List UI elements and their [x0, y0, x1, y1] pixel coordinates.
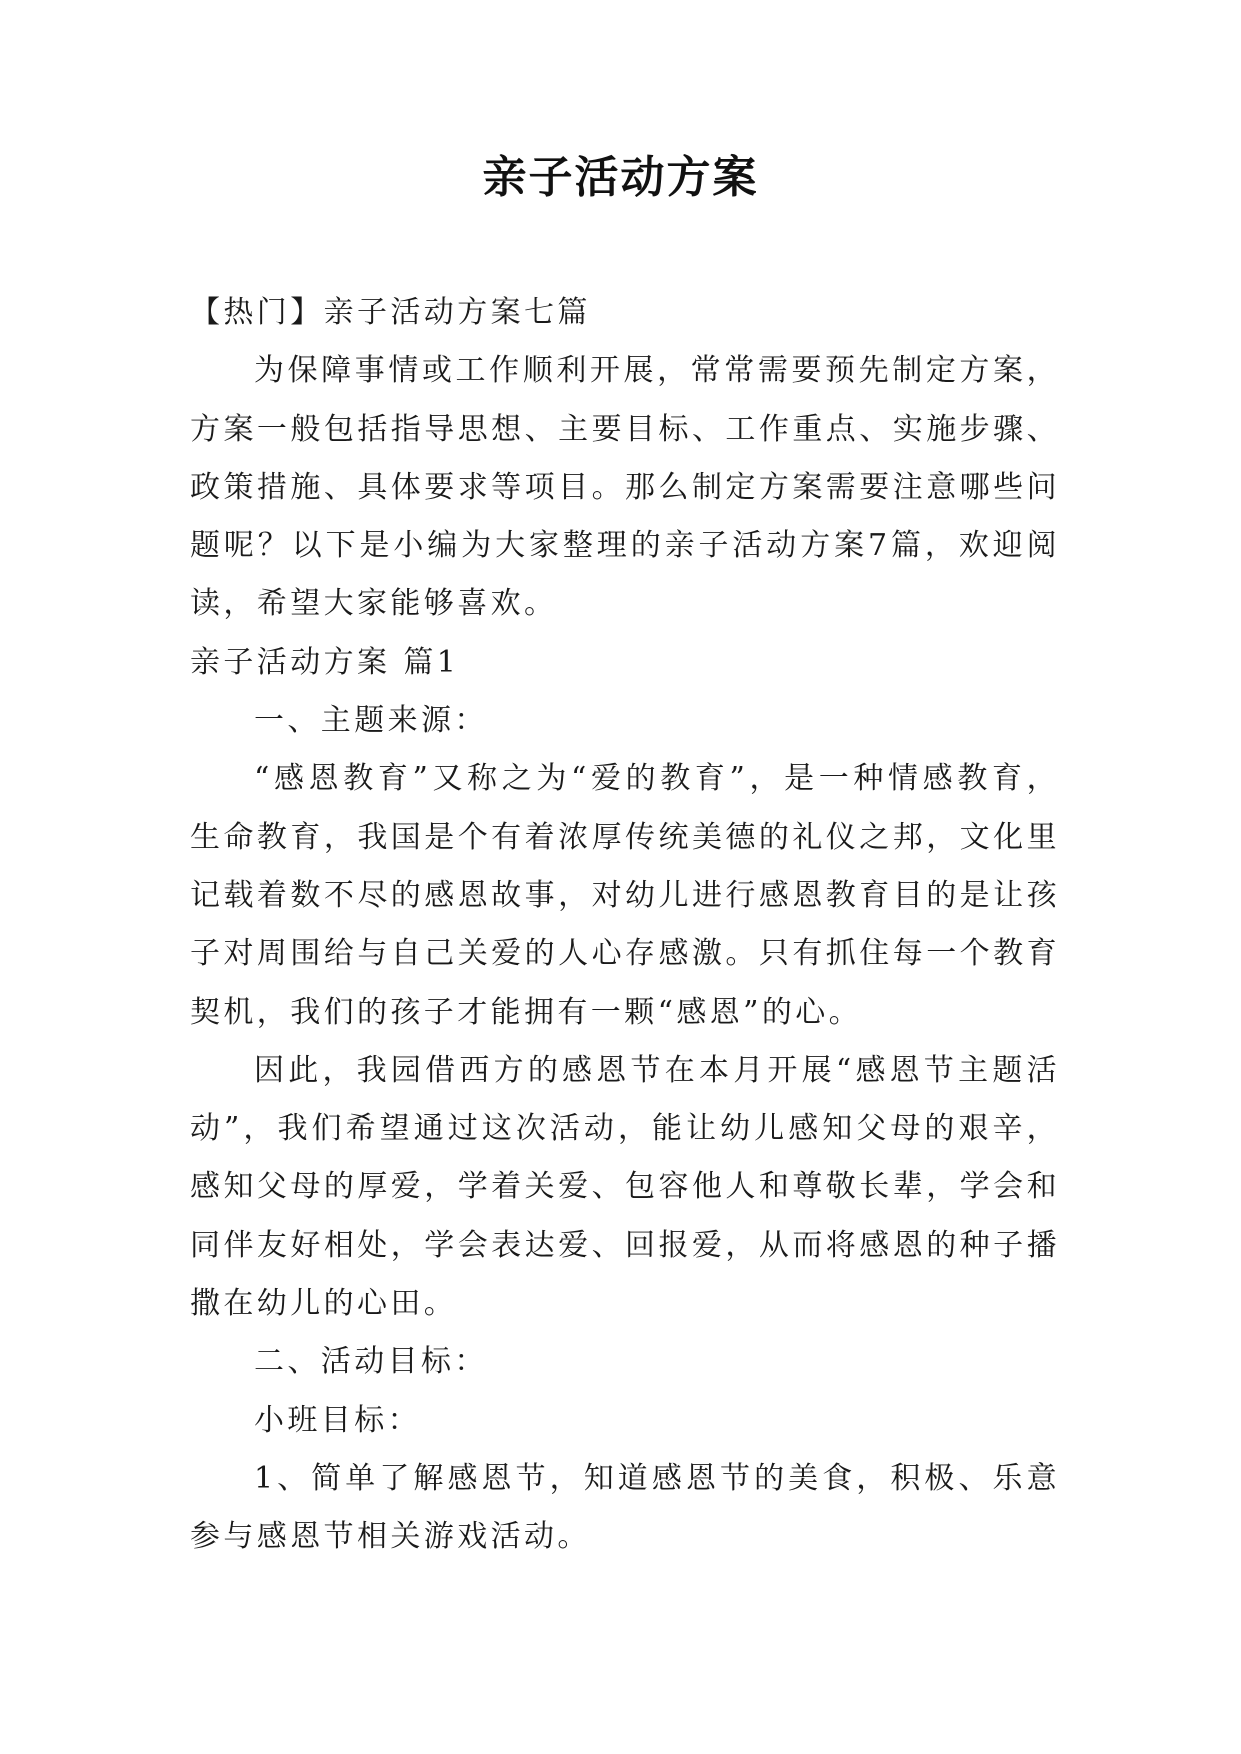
section-heading: 亲子活动方案 篇1	[190, 644, 460, 680]
paragraph-intro: 为保障事情或工作顺利开展，常常需要预先制定方案，方案一般包括指导思想、主要目标、工作重点、实施步骤、政策措施、具体要求等项目。那么制定方案需要注意哪些问题呢？以下是小编为大家整理的亲子活动方案7篇，欢迎阅读，希望大家能够喜欢。	[190, 353, 1060, 622]
paragraph-goals-heading: 二、活动目标：	[254, 1344, 488, 1380]
document-title: 亲子活动方案	[482, 152, 759, 203]
paragraph: “感恩教育”又称之为“爱的教育”，是一种情感教育，生命教育，我国是个有着浓厚传统美德的礼仪之邦，文化里记载着数不尽的感恩故事，对幼儿进行感恩教育目的是让孩子对周围给与自己关爱的人心存感激。只有抓住每一个教育契机，我们的孩子才能拥有一颗“感恩”的心。	[190, 761, 1060, 1030]
paragraph-heading: 【热门】亲子活动方案七篇	[190, 295, 591, 330]
paragraph-topic-heading: 一、主题来源：	[254, 703, 488, 739]
paragraph: 1、简单了解感恩节，知道感恩节的美食，积极、乐意参与感恩节相关游戏活动。	[190, 1460, 1060, 1555]
paragraph-subheading: 小班目标：	[254, 1402, 421, 1438]
paragraph: 因此，我园借西方的感恩节在本月开展“感恩节主题活动”，我们希望通过这次活动，能让幼儿感知父母的艰辛，感知父母的厚爱，学着关爱、包容他人和尊敬长辈，学会和同伴友好相处，学会表达爱、回报爱，从而将感恩的种子播撒在幼儿的心田。	[190, 1052, 1060, 1322]
document-body	[190, 284, 1060, 1567]
